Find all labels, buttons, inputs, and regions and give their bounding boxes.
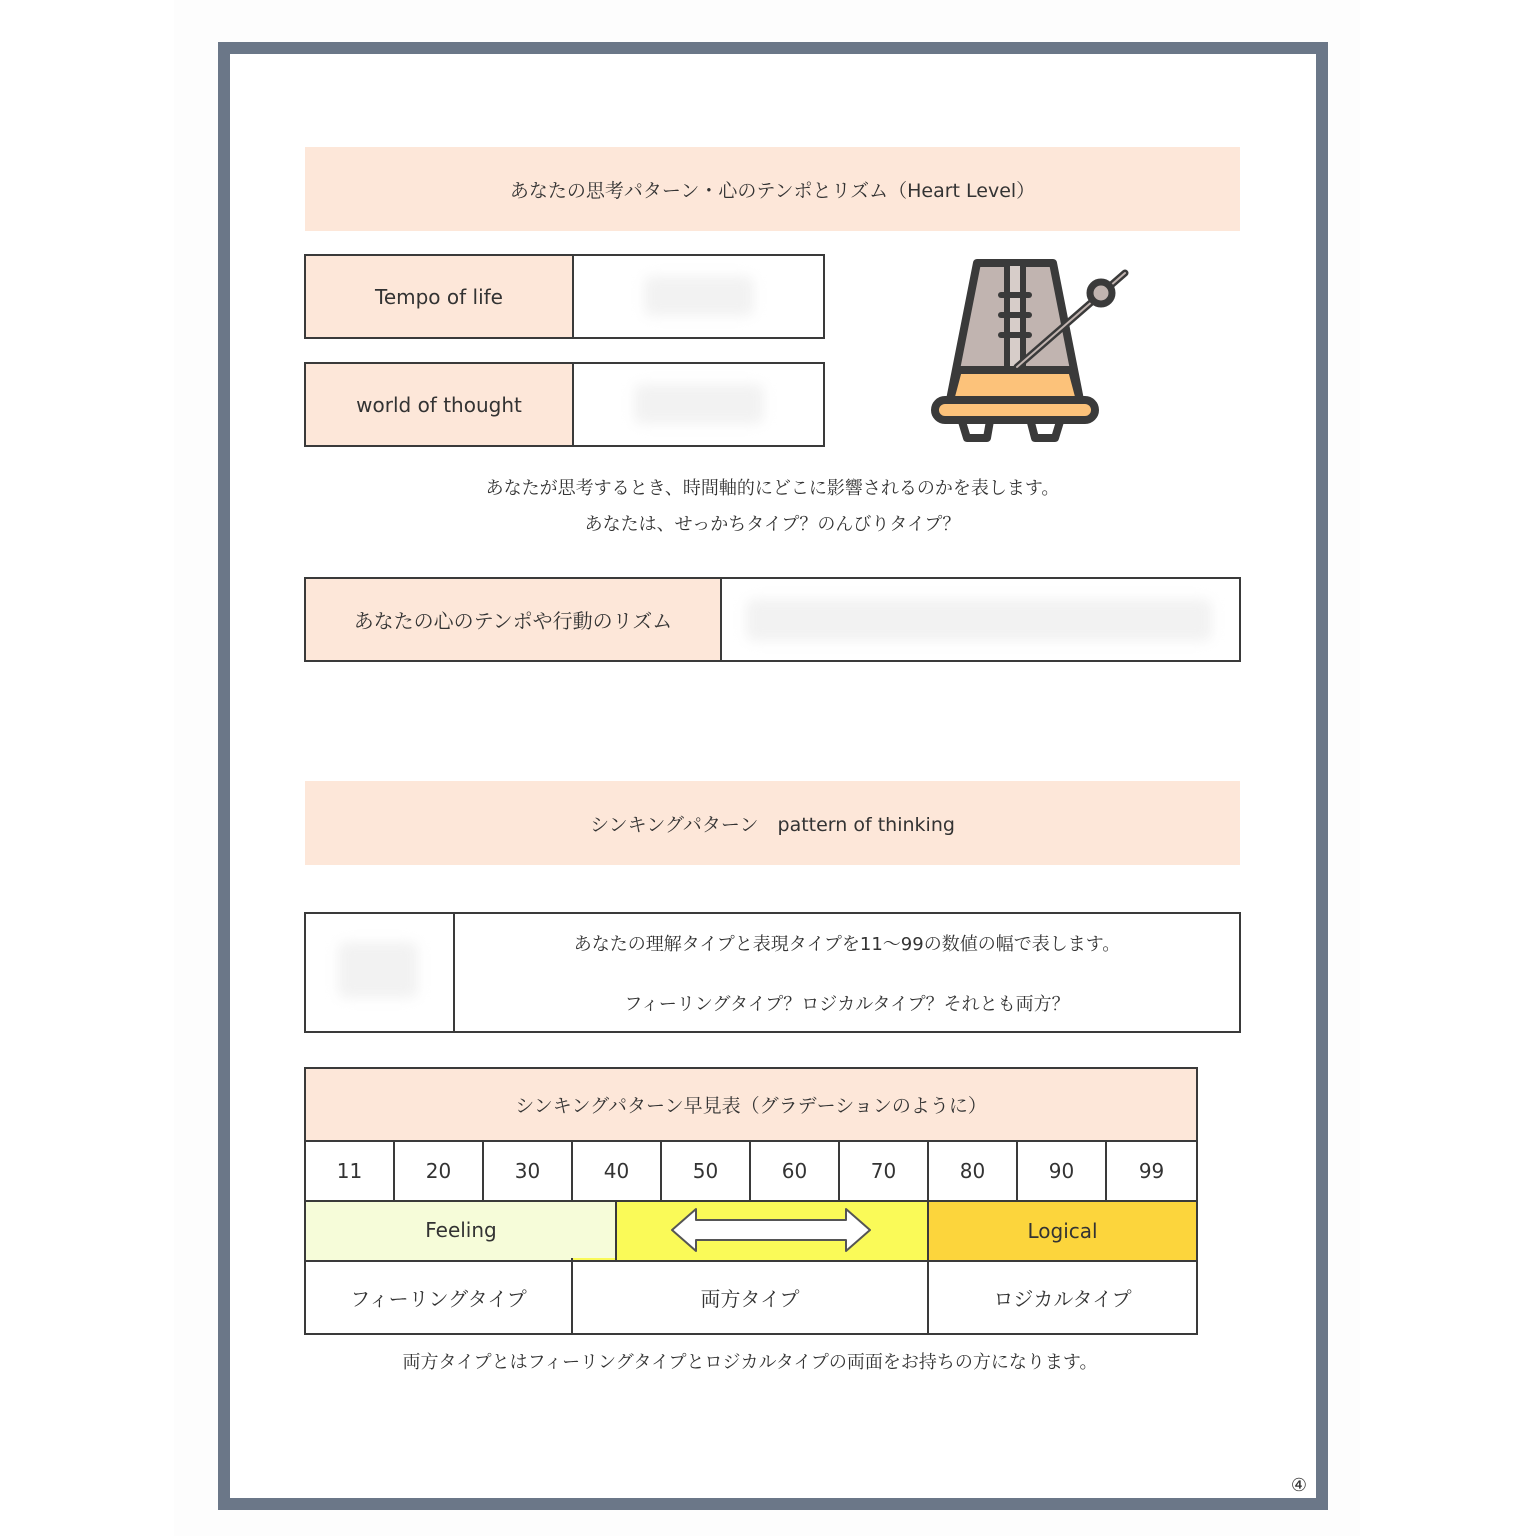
type-both-text: 両方タイプ bbox=[700, 1287, 800, 1311]
thinking-description-box bbox=[304, 912, 1241, 1033]
thinking-description-1-text: あなたの理解タイプと表現タイプを11〜99の数値の幅で表します。 bbox=[573, 934, 1121, 955]
type-logical-cell bbox=[928, 1261, 1197, 1334]
tempo-of-life-label bbox=[306, 256, 574, 337]
blurred-value bbox=[644, 276, 754, 316]
logical-band bbox=[928, 1201, 1197, 1261]
thinking-description-2 bbox=[455, 990, 1239, 1016]
scale-number: 30 bbox=[483, 1141, 572, 1201]
section-thinking-pattern-title bbox=[305, 781, 1240, 865]
world-of-thought-row bbox=[304, 362, 825, 447]
scale-number: 90 bbox=[1017, 1141, 1106, 1201]
type-feeling-cell bbox=[305, 1261, 572, 1334]
tempo-of-life-label-text: Tempo of life bbox=[375, 284, 503, 309]
thinking-pattern-quick-table bbox=[304, 1067, 1196, 1333]
thinking-description-cell bbox=[455, 914, 1239, 1031]
world-of-thought-label-text: world of thought bbox=[356, 392, 522, 417]
scale-number: 80 bbox=[928, 1141, 1017, 1201]
scale-number: 20 bbox=[394, 1141, 483, 1201]
section-heart-level-title-text: あなたの思考パターン・心のテンポとリズム（Heart Level） bbox=[509, 179, 1036, 202]
heart-level-description-1 bbox=[305, 474, 1240, 502]
heart-rhythm-label bbox=[306, 579, 722, 660]
scale-number: 99 bbox=[1106, 1141, 1197, 1201]
scale-number: 40 bbox=[572, 1141, 661, 1201]
page-number-text: ④ bbox=[1290, 1474, 1308, 1496]
scale-number: 60 bbox=[750, 1141, 839, 1201]
page-number bbox=[1286, 1472, 1312, 1498]
metronome-icon bbox=[925, 255, 1135, 445]
blurred-value bbox=[746, 599, 1212, 641]
thinking-description-2-text: フィーリングタイプ？ロジカルタイプ？それとも両方？ bbox=[624, 994, 1070, 1015]
type-feeling-text: フィーリングタイプ bbox=[350, 1287, 527, 1311]
blurred-value bbox=[634, 384, 764, 424]
footnote bbox=[304, 1348, 1196, 1376]
heart-level-description-2-text: あなたは、せっかちタイプ？のんびりタイプ？ bbox=[584, 514, 961, 535]
blurred-value bbox=[338, 942, 418, 998]
band-divider bbox=[927, 1200, 929, 1260]
quick-table-title-text: シンキングパターン早見表（グラデーションのように） bbox=[515, 1095, 987, 1117]
heart-level-description-2 bbox=[305, 510, 1240, 538]
world-of-thought-value bbox=[574, 364, 823, 445]
heart-level-description-1-text: あなたが思考するとき、時間軸的にどこに影響されるのかを表します。 bbox=[485, 478, 1060, 499]
type-logical-text: ロジカルタイプ bbox=[993, 1287, 1132, 1311]
scale-number: 50 bbox=[661, 1141, 750, 1201]
logical-label: Logical bbox=[1027, 1219, 1098, 1243]
quick-table-number-row bbox=[305, 1141, 1197, 1201]
quick-table-grid bbox=[304, 1067, 1198, 1335]
quick-table-title bbox=[305, 1068, 1197, 1141]
feeling-label: Feeling bbox=[425, 1218, 497, 1242]
section-thinking-pattern-title-text: シンキングパターン pattern of thinking bbox=[590, 813, 955, 836]
world-of-thought-label bbox=[306, 364, 574, 445]
tempo-of-life-row bbox=[304, 254, 825, 339]
section-heart-level-title bbox=[305, 147, 1240, 231]
quick-table-header-row bbox=[305, 1068, 1197, 1141]
quick-table-type-row bbox=[305, 1261, 1197, 1334]
scale-number: 11 bbox=[305, 1141, 394, 1201]
heart-rhythm-value bbox=[722, 579, 1239, 660]
heart-rhythm-label-text: あなたの心のテンポや行動のリズム bbox=[353, 609, 673, 633]
scale-number: 70 bbox=[839, 1141, 928, 1201]
heart-rhythm-row bbox=[304, 577, 1241, 662]
tempo-of-life-value bbox=[574, 256, 823, 337]
thinking-score-cell bbox=[306, 914, 455, 1031]
type-both-cell bbox=[572, 1261, 928, 1334]
footnote-text: 両方タイプとはフィーリングタイプとロジカルタイプの両面をお持ちの方になります。 bbox=[402, 1352, 1098, 1373]
feeling-label-box bbox=[306, 1202, 616, 1258]
thinking-description-1 bbox=[455, 930, 1239, 956]
double-arrow-icon bbox=[668, 1205, 874, 1255]
